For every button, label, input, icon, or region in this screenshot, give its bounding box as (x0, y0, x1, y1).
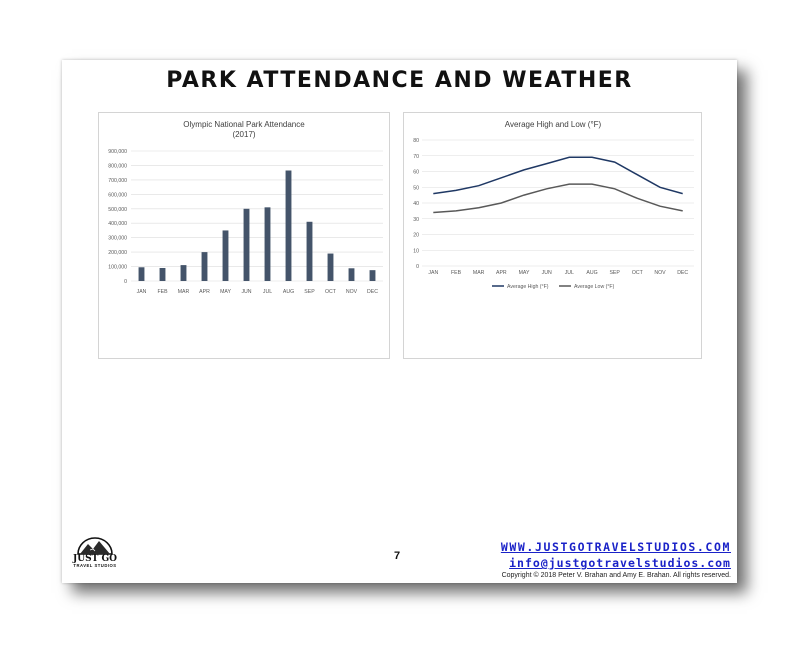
y-tick-label: 400,000 (108, 221, 127, 228)
x-tick-label: SEP (304, 289, 315, 295)
attendance-chart (99, 113, 389, 358)
attendance-chart-panel (98, 112, 390, 359)
y-tick-label: 20 (413, 232, 419, 239)
x-tick-label: JAN (428, 270, 439, 276)
y-tick-label: 500,000 (108, 206, 127, 213)
y-tick-label: 300,000 (108, 235, 127, 242)
y-tick-label: 30 (413, 216, 419, 223)
x-tick-label: APR (495, 270, 507, 276)
bar (160, 268, 166, 281)
x-tick-label: MAY (518, 270, 530, 276)
bar (244, 209, 250, 281)
x-tick-label: NOV (654, 270, 666, 276)
y-tick-label: 50 (413, 185, 419, 192)
bar (307, 222, 313, 281)
bar (286, 171, 292, 282)
x-tick-label: DEC (367, 289, 378, 295)
y-tick-label: 0 (416, 264, 419, 270)
website-link[interactable]: WWW.JUSTGOTRAVELSTUDIOS.COM (500, 540, 731, 554)
temperature-chart (404, 113, 701, 298)
y-tick-label: 600,000 (108, 192, 127, 199)
attendance-chart-subtitle: (2017) (232, 130, 256, 139)
bar (328, 254, 334, 281)
y-tick-label: 200,000 (108, 250, 127, 257)
bar (139, 267, 145, 281)
x-tick-label: JUN (241, 289, 252, 295)
x-tick-label: SEP (609, 270, 620, 276)
x-tick-label: OCT (325, 289, 336, 295)
y-tick-label: 70 (413, 153, 419, 160)
x-tick-label: MAR (177, 289, 190, 295)
x-tick-label: OCT (631, 270, 643, 276)
bar (370, 270, 376, 281)
x-tick-label: AUG (282, 289, 295, 295)
x-tick-label: JUL (262, 289, 273, 295)
y-tick-label: 40 (413, 201, 419, 207)
x-tick-label: APR (199, 289, 210, 295)
page-number: 7 (394, 550, 401, 562)
temperature-chart-title: Average High and Low (°F) (504, 120, 602, 129)
just-go-logo (64, 536, 130, 573)
x-tick-label: AUG (586, 270, 598, 276)
bar (265, 207, 271, 281)
y-tick-label: 10 (413, 248, 419, 255)
temperature-chart-panel (403, 112, 702, 359)
x-tick-label: JAN (136, 289, 147, 295)
average-low-line (433, 184, 682, 212)
x-tick-label: JUL (564, 270, 574, 276)
y-tick-label: 60 (413, 169, 419, 176)
legend-label: Average Low (°F) (574, 284, 615, 290)
y-tick-label: 800,000 (108, 163, 127, 170)
footer-links (501, 540, 731, 579)
y-tick-label: 700,000 (108, 177, 127, 184)
x-tick-label: NOV (345, 289, 358, 295)
email-link[interactable]: info@justgotravelstudios.com (509, 556, 731, 570)
bar (181, 265, 187, 281)
y-tick-label: 900,000 (108, 149, 127, 155)
x-tick-label: JUN (541, 270, 552, 276)
logo-text: JUST GO (73, 554, 117, 564)
legend-label: Average High (°F) (507, 284, 549, 290)
bar (349, 268, 355, 281)
y-tick-label: 80 (413, 138, 419, 144)
y-tick-label: 0 (124, 279, 127, 285)
y-tick-label: 100,000 (108, 264, 127, 271)
attendance-chart-title: Olympic National Park Attendance (183, 120, 305, 129)
x-tick-label: MAR (472, 270, 485, 276)
bar (223, 230, 229, 281)
copyright-text: Copyright © 2018 Peter V. Brahan and Amy E. Brahan. All rights reserved. (501, 572, 731, 579)
x-tick-label: MAY (220, 289, 231, 295)
x-tick-label: FEB (157, 289, 168, 295)
page (62, 60, 737, 583)
average-high-line (433, 157, 682, 193)
logo-subtext: TRAVEL STUDIOS (73, 563, 117, 568)
x-tick-label: FEB (450, 270, 462, 276)
page-title: PARK ATTENDANCE AND WEATHER (166, 68, 633, 93)
bar (202, 252, 208, 281)
x-tick-label: DEC (677, 270, 689, 276)
